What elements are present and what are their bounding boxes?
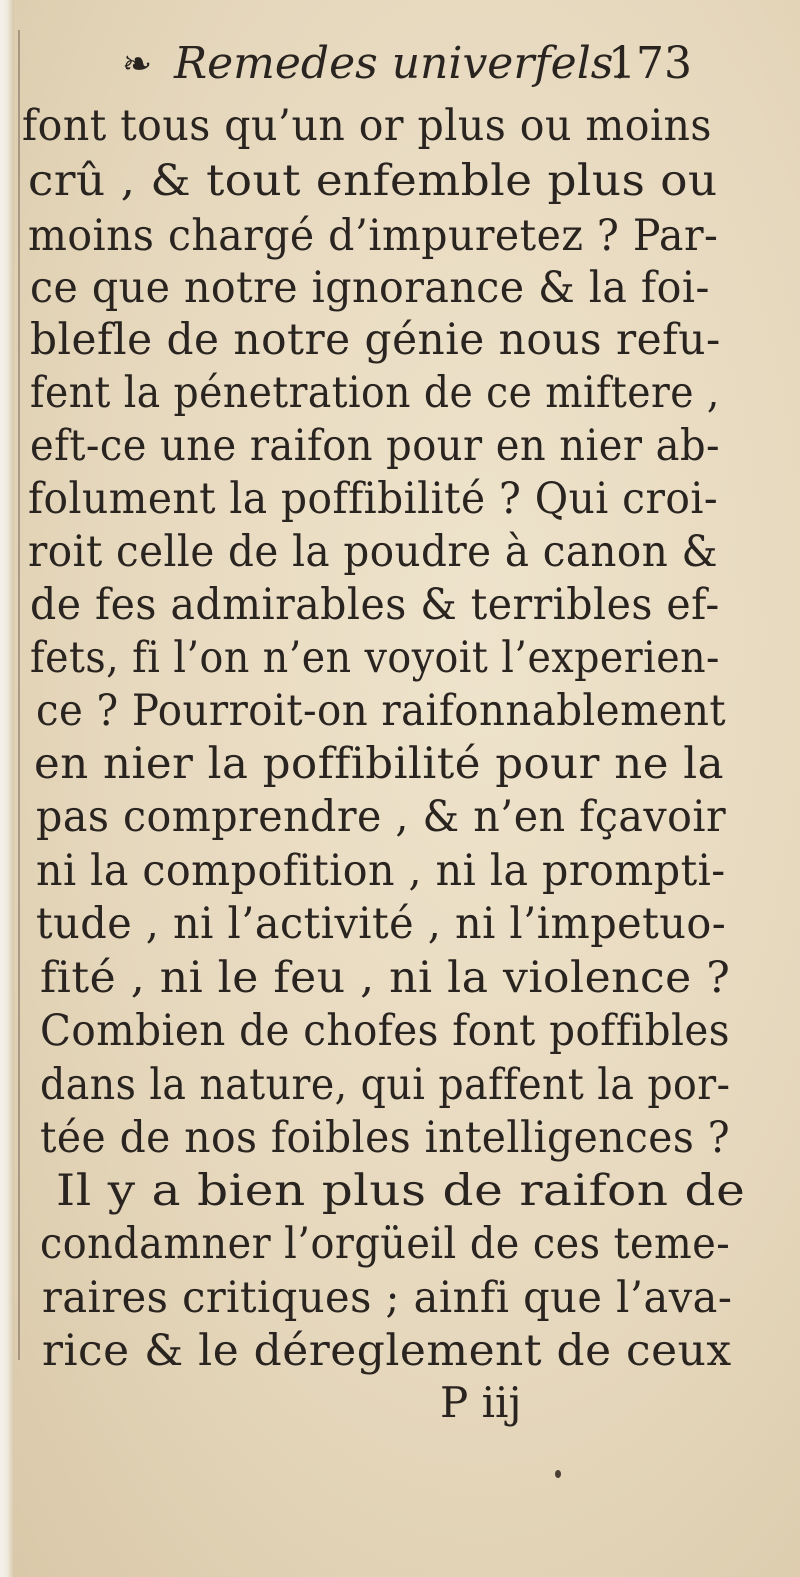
text-line: Il y a bien plus de raifon de (56, 1166, 746, 1216)
text-line: rice & le déreglement de ceux (42, 1326, 732, 1376)
page-number: 173 (608, 38, 692, 89)
page-edge (0, 0, 14, 1577)
text-line: fets, fi l’on n’en voyoit l’experien- (30, 633, 720, 683)
text-line: dans la nature, qui paffent la por- (40, 1060, 731, 1110)
page-header (122, 38, 692, 96)
text-line: pas comprendre , & n’en fçavoir (36, 792, 727, 842)
running-title: Remedes univerfels. (174, 38, 628, 89)
text-line: ce que notre ignorance & la foi- (30, 263, 710, 313)
text-line: font tous qu’un or plus ou moins (22, 101, 712, 151)
ink-spot (555, 1470, 561, 1478)
text-line: tée de nos foibles intelligences ? (40, 1113, 731, 1163)
text-line: eft-ce une raifon pour en nier ab- (30, 421, 721, 471)
text-line: roit celle de la poudre à canon & (28, 527, 719, 577)
text-line: de fes admirables & terribles ef- (30, 580, 720, 630)
text-line: Combien de chofes font poffibles (40, 1006, 731, 1056)
text-line: blefle de notre génie nous refu- (30, 315, 721, 365)
ornament-icon: ❧ (122, 44, 153, 85)
text-line: fité , ni le feu , ni la violence ? (40, 953, 731, 1003)
text-line: folument la poffibilité ? Qui croi- (28, 474, 719, 524)
gutter-line (18, 30, 20, 1360)
text-line: condamner l’orgüeil de ces teme- (40, 1219, 731, 1269)
text-line: ni la compofition , ni la prompti- (36, 846, 726, 896)
text-line: tude , ni l’activité , ni l’impetuo- (36, 899, 727, 949)
text-line: fent la pénetration de ce miftere , (30, 368, 720, 418)
text-line: en nier la poffibilité pour ne la (34, 739, 725, 789)
text-line: ce ? Pourroit-on raifonnablement (36, 686, 727, 736)
signature-mark: P iij (440, 1378, 522, 1427)
text-line: moins chargé d’impuretez ? Par- (28, 211, 719, 261)
text-line: raires critiques ; ainfi que l’ava- (42, 1273, 733, 1323)
text-line: crû , & tout enfemble plus ou (28, 156, 718, 206)
